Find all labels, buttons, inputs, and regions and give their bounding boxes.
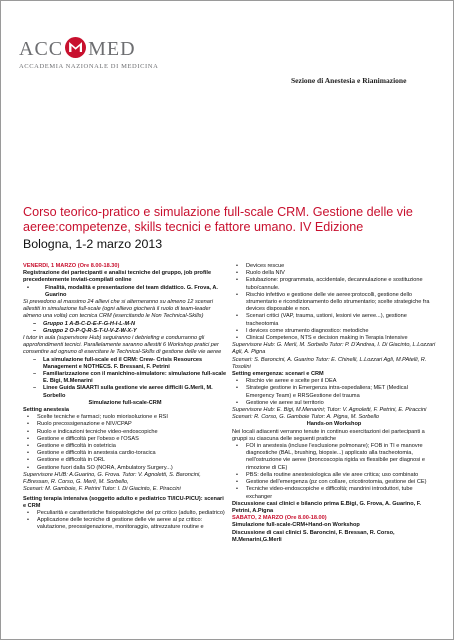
- logo-m-icon: [65, 37, 86, 58]
- logo-word-left: ACC: [19, 38, 64, 60]
- lecture-bullet-guidelines: – Linee Guida SIAARTI sulla gestione vie aeree difficili G.Merli, M. Sorbello: [23, 385, 227, 399]
- department-label: Sezione di Anestesia e Rianimazione: [291, 76, 407, 85]
- left-column: [23, 263, 227, 532]
- simulation-heading: Simulazione full-scale-CRM: [88, 399, 162, 406]
- setting-emergency-heading: Setting emergenza: scenari e CRM: [232, 371, 324, 378]
- list-item: • FOI in anestesia (incluse l'esclusione polmonare); FOB in TI e manovre diagnostiche (BAL, brushing, biopsie...) applicato alla tracheotomia, nell'ostruzione vie aeree (broncoscopia rigida vs flessibile per diagnosi e rimozione di CE): [232, 443, 436, 472]
- anesthesia-supervisors: Supervisore HUB: A.Guarino, G. Frova. Tutor: V. Agnoletti, S. Baroncini, F.Bressan, R. Corso, G. Merli, M. Sorbello,: [23, 471, 201, 486]
- list-item: • Devices rescue: [232, 263, 436, 270]
- list-item: • Gestione e difficoltà per l'obeso e l'OSAS: [23, 436, 227, 443]
- list-item: • Ruolo precossigenazione e NIV/CPAP: [23, 421, 227, 428]
- accmed-logo: [19, 37, 249, 77]
- list-item: • Strategie gestione in Emergenza intra-ospedaliera; MET (Medical Emergency Team) e RRSGestione del trauma: [232, 385, 436, 399]
- list-item: • PBS: della routine anestesiologica alle vie aree critica; uso combinato: [232, 472, 436, 479]
- list-item: • Ruolo e indicazioni tecniche video-endoscopiche: [23, 429, 227, 436]
- list-item: • Tecniche video-endoscopiche e difficoltà; mandrini introduttori, tube exchanger: [232, 486, 436, 500]
- day-2-heading: SABATO, 2 MARZO (Ore 8.00-18.00): [232, 515, 327, 522]
- list-item: • Estubazione: programmata, accidentale, decannulazione e sostituzione tubo/cannule.: [232, 277, 436, 291]
- list-item: • Gestione e difficoltà in ostetricia: [23, 443, 227, 450]
- lecture-bullet-crm: – La simulazione full-scale ed il CRM: Crew- Crisis Resources Management e NOTHECS. F. Bressani, F. Petrini: [23, 357, 227, 371]
- list-item: • Scelte tecniche e farmaci; ruolo miorisoluzione e RSI: [23, 414, 227, 421]
- group-1: – Gruppo 1 A-B-C-D-E-F-G-H-I-L-M-N: [23, 321, 227, 328]
- tutor-paragraph: I tutor in aula (supervisore Hub) seguiranno i debriefing e condurranno gli approfondimenti tecnici. Parallelamente saranno allestiti 6 Workshop pratici per consentire ad ognuno di esercitare le Technical-Skills di gestione delle vie aeree: [23, 335, 222, 356]
- list-item: • Rischio infettivo e gestione delle vie aeree:protocolli, gestione dello strumentario e ricondizionamento dello strumentario; scelte strategiche fra devices disposable e non.: [232, 292, 436, 314]
- list-item: • Ruolo della NIV: [232, 270, 436, 277]
- workshop-heading: Hands-on Workshop: [306, 421, 362, 428]
- day-2-simulation: Simulazione full-scale-CRM+Hand-on Workshop: [232, 522, 360, 529]
- list-item: • I devices come strumento diagnostico: metodiche: [232, 328, 436, 335]
- list-item: • Gestione e difficoltà in anestesia cardio-toracica: [23, 450, 227, 457]
- discussion-day-1: Discussione casi clinici e bilancio prima E.Bigi, G. Frova, A. Guarino, F. Petrini, A.Pigna: [232, 500, 422, 514]
- students-paragraph: Si prevedono al massimo 24 allievi che si alterneranno su almeno 12 scenari allestiti in simulazione full-scale (ogni allievo giocherà il ruolo di team-leader almeno una volta) con tecnica CRM (esercitando le Non Technical-Skills): [23, 299, 213, 320]
- intro-bullet: • Finalità, modalità e presentazione del team didattico. G. Frova, A. Guarino: [23, 285, 227, 299]
- emergency-supervisors: Supervisore Hub: E. Bigi, M.Menarini; Tutor: V. Agnoletti, F. Petrini, E. Piraccini: [232, 407, 427, 414]
- list-item: • Gestione fuori dalla SO (NORA, Ambulatory Surgery...): [23, 465, 227, 472]
- list-item: • Gestione vie aeree sul territorio: [232, 400, 436, 407]
- list-item: • Clinical Competence, NTS e decision making in Terapia Intensive: [232, 335, 436, 342]
- emergency-list: [232, 378, 436, 407]
- setting-anesthesia-heading: Setting anestesia: [23, 407, 70, 414]
- list-item: • Gestione e difficoltà in ORL: [23, 457, 227, 464]
- registration-text: Registrazione dei partecipanti e analisi tecniche del gruppo, job profile precedentemente inviati-compilati online: [23, 270, 212, 284]
- list-item: • Scenari critici (VAP, trauma, ustioni, lesioni vie aeree...), gestione tracheotomia: [232, 313, 436, 327]
- course-title: Corso teorico-pratico e simulazione full-scale CRM. Gestione delle vie aeree:competenze, skills tecnici e fattore umano. IV Edizione: [23, 205, 413, 234]
- day-1-heading: VENERDI, 1 MARZO (Ore 8.00-18.30): [23, 263, 120, 269]
- workshop-list: [232, 443, 436, 501]
- emergency-scenarios: Scenari: R. Corso, G. Gamboie Tutor: A. Pigna, M. Sorbello: [232, 414, 380, 421]
- list-item: • Peculiarità e caratteristiche fisiopatologiche del pz critico (adulto, pediatrico): [23, 510, 227, 517]
- list-item: • Gestione dell'emergenza (pz con collare, cricotirotomia, gestione dei CE): [232, 479, 436, 486]
- icu-list-continued: [232, 263, 436, 342]
- logo-subtitle: ACCADEMIA NAZIONALE DI MEDICINA: [19, 63, 159, 70]
- list-item: • Applicazione delle tecniche di gestione delle vie aeree al pz critico: valutazione, preossigenazione, monitoraggio, attrezzature routine e: [23, 517, 227, 531]
- anesthesia-scenarios: Scenari: M. Gamboie, F. Petrini Tutor: I. Di Giacinto, E. Piraccini: [23, 486, 181, 493]
- logo-word-right: MED: [88, 38, 136, 60]
- anesthesia-list: [23, 414, 227, 472]
- discussion-day-2: Discussione di casi clinici S. Baroncini, F. Bressan, R. Corso, M.Menarini,G.Merli: [232, 529, 395, 543]
- lecture-bullet-simulator: – Familiarizzazione con il manichino-simulatore: simulazione full-scale E. Bigi, M.Menarini: [23, 371, 227, 385]
- icu-supervisors: Supervisore Hub: G. Merli, M. Sorbello Tutor: P. D'Andrea, I. Di Giacinto, L.Lozzari Agli, A. Pigna: [232, 342, 436, 356]
- right-column: [232, 263, 436, 544]
- workshop-intro: Nei locali adiacenti verranno tenute in continuo esercitazioni dei partecipanti a gruppi su ciascuna delle seguenti pratiche: [232, 428, 425, 442]
- course-place-date: Bologna, 1-2 marzo 2013: [23, 237, 163, 251]
- list-item: • Rischio vie aeree e scelte per il DEA: [232, 378, 436, 385]
- icu-scenarios: Scenari: S. Baroncini, A. Guarino Tutor: E. Chinelli, L.Lozzari Agli, M.PAtelli, R. Tosolini: [232, 356, 427, 370]
- setting-icu-heading: Setting terapia intensiva (soggetto adulto e pediatrico TI/ICU-PICU): scenari e CRM: [23, 495, 224, 509]
- icu-list: [23, 510, 227, 532]
- logo-wordmark: [19, 37, 136, 61]
- group-2: – Gruppo 2 O-P-Q-R-S-T-U-V-Z-W-X-Y: [23, 328, 227, 335]
